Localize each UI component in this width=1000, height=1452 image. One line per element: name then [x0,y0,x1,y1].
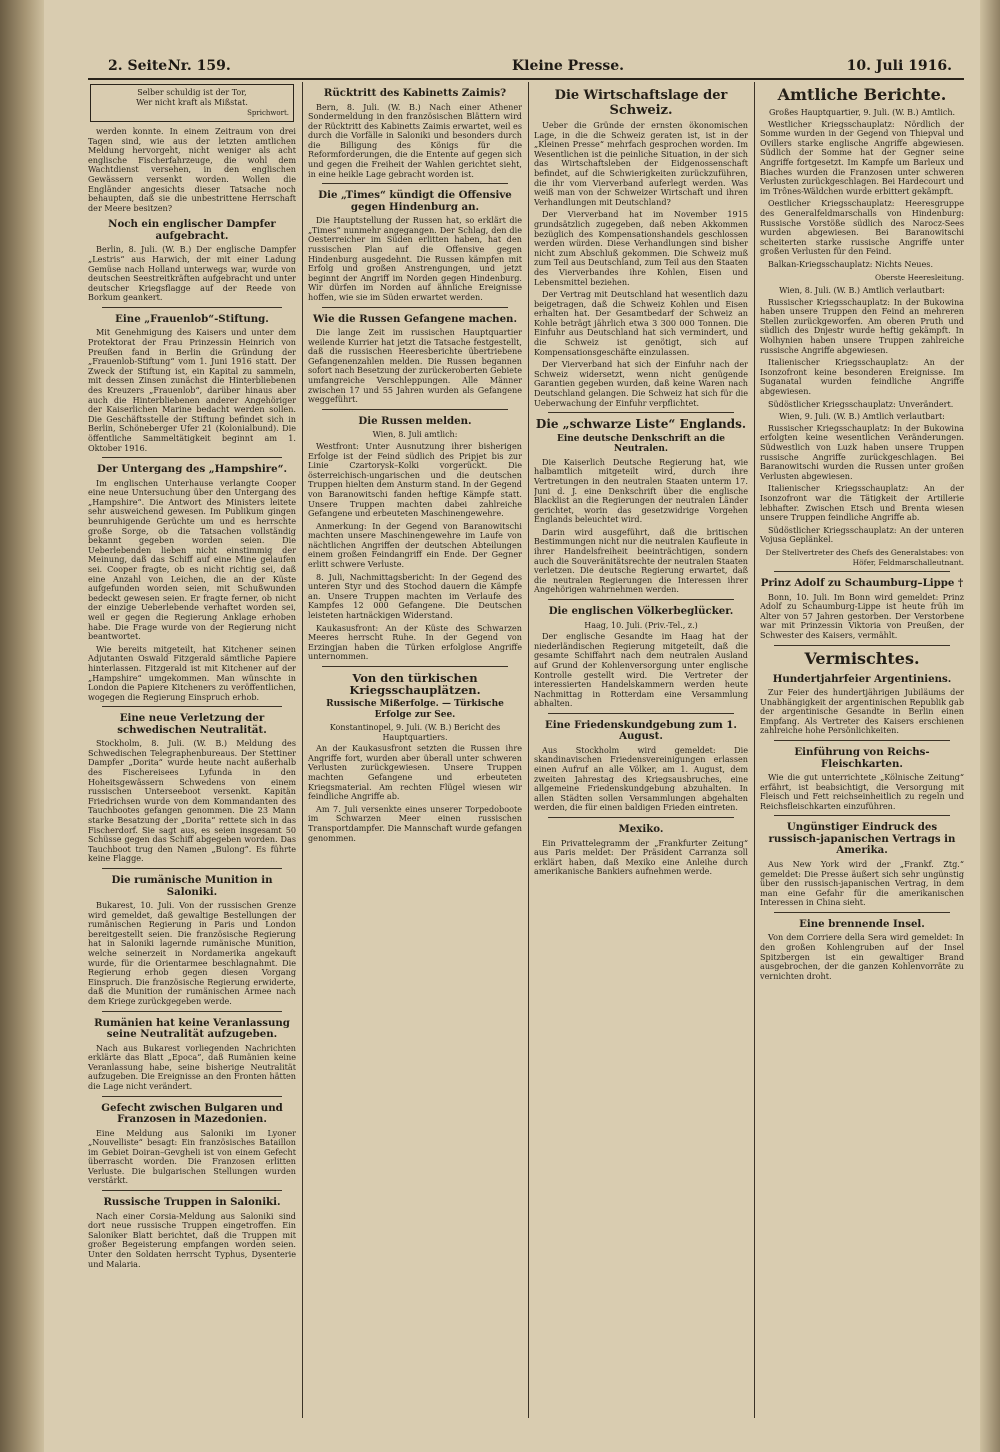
divider [548,599,734,600]
article-paragraph: Oestlicher Kriegsschauplatz: Heeresgruppe des Generalfeldmarschalls von Hindenburg: Russische Vorstöße südlich des Narocz-Sees wurden abgewiesen. Bei Baranowitschi scheiterten starke russische Angriffe unter großen Verlusten für den Feind. [760,198,964,257]
paper-name: Kleine Presse. [512,58,625,74]
article-headline: Die „schwarze Liste“ Englands. [535,417,747,432]
divider [322,666,508,667]
divider [774,912,950,913]
divider [322,409,508,410]
dateline: Wien, 9. Juli. (W. B.) Amtlich verlautbart: [779,412,945,422]
page-edge [980,0,1000,1452]
article-paragraph: Wie bereits mitgeteilt, hat Kitchener seinen Adjutanten Oswald Fitzgerald sämtliche Papiere hinterlassen. Fitzgerald ist mit Kitchener auf der „Hampshire“ umgekommen. Man wünschte in London die Papiere Kitcheners zu veröffentlichen, wogegen die Regierung Einspruch erhob. [88,643,296,702]
divider [102,868,282,869]
divider [774,740,950,741]
article-headline: Wie die Russen Gefangene machen. [313,312,517,325]
article-paragraph: Italienischer Kriegsschauplatz: An der Isonzofront keine besonderen Ereignisse. Im Suganatal wurden feindliche Angriffe abgewiesen. [760,357,964,397]
page-number: 2. Seite. [108,58,173,74]
issue-number: Nr. 159. [168,58,231,74]
article-paragraph: Zur Feier des hundertjährigen Jubiläums der Unabhängigkeit der argentinischen Republik gab der argentinische Gesandte in Berlin einen Empfang. Als Vertreter des Kaisers erschienen zahlreiche hohe Persönlichkeiten. [760,687,964,736]
article-headline: Gefecht zwischen Bulgaren und Franzosen in Mazedonien. [101,1101,283,1125]
article-paragraph: Der englische Gesandte im Haag hat der niederländischen Regierung mitgeteilt, daß die gesamte Schiffahrt nach dem neutralen Ausland auf Grund der Kohlenversorgung unter englische Kontrolle gestellt wird. Die Vertreter der interessierten Handelskammern werden heute Nachmittag in Rotterdam eine Versammlung abhalten. [534,631,748,709]
article-headline: Die englischen Völkerbeglücker. [548,605,734,618]
section-headline: Vermischtes. [804,648,920,668]
article-headline: Noch ein englischer Dampfer aufgebracht. [108,218,276,242]
article-paragraph: Der Vertrag mit Deutschland hat wesentlich dazu beigetragen, daß die Schweiz Kohlen und Eisen erhalten hat. Der Gesamtbedarf der Schweiz an Kohle beträgt jährlich etwa 3 300 000 Tonnen. Die Einfuhr aus Deutschland hat sich vermindert, und die Schweiz ist genötigt, sich auf Kompensationsgeschäfte einzulassen. [534,289,748,357]
article-paragraph: Stockholm, 8. Juli. (W. B.) Meldung des Schwedischen Telegraphenbureaus. Der Stettiner Dampfer „Dorita“ wurde heute nacht außerhalb des Fischereisees Lyfunda in den Hoheitsgewässern Schwedens von einem russischen Unterseeboot versenkt. Kapitän Friedrichsen wurde von dem Kommandanten des Tauchbootes gefangen genommen. Die 23 Mann starke Besatzung der „Dorita“ rettete sich in das Fischerdorf. Sie sagt aus, es seien insgesamt 50 Schüsse gegen das Schiff abgegeben worden. Das Tauchboot trug den Namen „Bulong“. Es führte keine Flagge. [88,738,296,864]
divider [774,571,950,572]
article-paragraph: Nach einer Corsia-Meldung aus Saloniki sind dort neue russische Truppen eingetroffen. Ein Saloniker Blatt berichtet, daß die Truppen mit großer Begeisterung empfangen worden seien. Unter den Soldaten herrscht Typhus, Dysenterie und Malaria. [88,1210,296,1269]
article-headline: Die rumänische Munition in Saloniki. [111,874,273,898]
article-subheadline: Eine deutsche Denkschrift an die Neutralen. [556,433,726,455]
article-paragraph: Eine Meldung aus Saloniki im Lyoner „Nouvelliste“ besagt: Ein französisches Bataillon im Gebiet Doiran–Gevgheli ist von einem Gefecht überrascht worden. Die Franzosen erlitten Verluste. Die bulgarischen Stellungen wurden verstärkt. [88,1127,296,1186]
column-divider [302,82,303,1418]
article-paragraph: Nach aus Bukarest vorliegenden Nachrichten erklärte das Blatt „Epoca“, daß Rumänien keine Veranlassung habe, seine bisherige Neutralität aufzugeben. Die Ereignisse an den Fronten hätten die Lage nicht verändert. [88,1042,296,1091]
article-paragraph: Russischer Kriegsschauplatz: In der Bukowina erfolgten keine wesentlichen Veränderungen. Südwestlich von Luzk haben unsere Truppen russische Angriffe zurückgeschlagen. Bei Baranowitschi wurden die Russen unter großen Verlusten abgewiesen. [760,422,964,481]
column-4 [760,82,964,1422]
article-paragraph: Ein Privattelegramm der „Frankfurter Zeitung“ aus Paris meldet: Der Präsident Carranza soll erklärt haben, daß Mexiko eine Anleihe durch amerikanische Bankiers aufnehmen werde. [534,837,748,877]
article-headline: Russische Truppen in Saloniki. [103,1196,281,1209]
dateline: Großes Hauptquartier, 9. Juli. (W. B.) Amtlich. [768,108,956,117]
article-headline: Eine „Frauenlob“-Stiftung. [115,312,269,325]
article-paragraph: Darin wird ausgeführt, daß die britischen Bestimmungen nicht nur die neutralen Kaufleute in ihrer Handelsfreiheit beeinträchtigen, sondern auch die Souveränitätsrechte der neutralen Staaten verletzen. Die deutsche Regierung erwartet, daß die neutralen Regierungen die Interessen ihrer Angehörigen wahrnehmen werden. [534,526,748,595]
article-headline: Prinz Adolf zu Schaumburg–Lippe † [760,577,964,590]
article-headline: Hundertjahrfeier Argentiniens. [772,672,952,685]
article-subheadline: Russische Mißerfolge. — Türkische Erfolge zur See. [326,699,504,720]
article-paragraph: An der Kaukasusfront setzten die Russen ihre Angriffe fort, wurden aber überall unter schweren Verlusten zurückgewiesen. Unsere Truppen machten Gefangene und erbeuteten Kriegsmaterial. Am rechten Flügel wiesen wir feindliche Angriffe ab. [308,743,522,802]
article-paragraph: Bukarest, 10. Juli. Von der russischen Grenze wird gemeldet, daß gewaltige Bestellungen der rumänischen Regierung in Paris und London bereitgestellt seien. Die französische Regierung hat in Saloniki lagernde rumänische Munition, welche seinerzeit in Nordamerika angekauft wurde, für die Orientarmee beschlagnahmt. Die Regierung erhob gegen diesen Vorgang Einspruch. Die französische Regierung erwiderte, daß die Munition der rumänischen Armee nach dem Kriege zurückgegeben werde. [88,900,296,1006]
article-headline: Der Untergang des „Hampshire“. [96,463,288,476]
article-paragraph: Die lange Zeit im russischen Hauptquartier weilende Kurrier hat jetzt die Tatsache festgestellt, daß die russischen Heeresberichte übertriebene Gefangenenzahlen melden. Die Russen begannen sofort nach Besetzung der zurückeroberten Gebiete umfangreiche Verschleppungen. Alle Männer zwischen 17 und 55 Jahren wurden als Gefangene weggeführt. [308,327,522,405]
article-headline: Die Russen melden. [358,414,472,427]
dateline: Konstantinopel, 9. Juli. (W. B.) Bericht des Hauptquartiers. [329,723,501,742]
article-headline: Einführung von Reichs-Fleischkarten. [794,746,930,770]
article-paragraph: Berlin, 8. Juli. (W. B.) Der englische Dampfer „Lestris“ aus Harwich, der mit einer Ladung Gemüse nach Holland unterwegs war, wurde von deutschen Seestreitkräften aufgebracht und unter deutscher Kriegsflagge auf der Reede von Borkum geankert. [88,244,296,303]
article-paragraph: Südöstlicher Kriegsschauplatz: Unverändert. [768,398,954,409]
signature: Der Stellvertreter des Chefs des Generalstabes: von Höfer, Feldmarschalleutnant. [765,547,964,567]
article-paragraph: Der Vierverband hat sich der Einfuhr nach der Schweiz widersetzt, wenn nicht genügende Garantien gegeben wurden, daß keine Waren nach Deutschland gelangen. Die Schweiz hat sich für die Ueberwachung der Einfuhr verpflichtet. [534,359,748,408]
divider [102,706,282,707]
article-paragraph: 8. Juli, Nachmittagsbericht: In der Gegend des unteren Styr und des Stochod dauern die Kämpfe an. Unsere Truppen machten im Verlaufe des Kampfes 12 000 Gefangene. Die Deutschen leisteten hartnäckigen Widerstand. [308,571,522,621]
divider [322,183,508,184]
article-paragraph: Kaukasusfront: An der Küste des Schwarzen Meeres herrscht Ruhe. In der Gegend von Erzingjan haben die Türken erfolglose Angriffe unternommen. [308,622,522,662]
divider [548,713,734,714]
divider [548,817,734,818]
article-paragraph: Im englischen Unterhause verlangte Cooper eine neue Untersuchung über den Untergang des „Hampshire“. Die Antwort des Ministers leitete sehr ausweichend gewesen. Im Publikum gingen beunruhigende Gerüchte um und es herrschte große Sorge, ob die Tatsachen vollständig bekannt gegeben worden seien. Die Ueberlebenden lieben nicht einstimmig der Meinung, daß das Schiff auf eine Mine gelaufen sei. Cooper fragte, ob es nicht richtig sei, daß eine Anzahl von Leichen, die an der Küste aufgefunden worden seien, mit Schußwunden bedeckt gewesen seien. Er fragte ferner, ob nicht der einzige Ueberlebende verhaftet worden sei, weil er gegen die Regierung Anklage erhoben habe. Die Frage wurde von der Regierung nicht beantwortet. [88,477,296,642]
divider [102,1096,282,1097]
article-paragraph: Westlicher Kriegsschauplatz: Nördlich der Somme wurden in der Gegend von Thiepval und Ovillers starke englische Angriffe abgewiesen. Südlich der Somme hat der Gegner seine Angriffe fortgesetzt. Im Kampfe um Barleux und Biaches wurden die Franzosen unter schweren Verlusten zurückgeschlagen. Bei Hardecourt und im Trônes-Wäldchen wurde erbittert gekämpft. [760,118,964,196]
page-header [92,58,960,80]
divider [102,307,282,308]
article-paragraph: Südöstlicher Kriegsschauplatz: An der unteren Vojusa Geplänkel. [760,524,964,545]
column-divider [528,82,529,1418]
dateline: Wien, 8. Juli. (W. B.) Amtlich verlautbart: [779,286,945,296]
article-paragraph: Von dem Corriere della Sera wird gemeldet: In den großen Kohlengruben auf der Insel Spitzbergen ist ein gewaltiger Brand ausgebrochen, der die ganzen Kohlenvorräte zu vernichten droht. [760,932,964,981]
article-headline: Rumänien hat keine Veranlassung seine Neutralität aufzugeben. [94,1016,290,1041]
proverb-source: Sprichwort. [247,109,289,117]
divider [102,457,282,458]
book-binding [0,0,44,1452]
article-paragraph: Mit Genehmigung des Kaisers und unter dem Protektorat der Frau Prinzessin Heinrich von Preußen fand in Berlin die Gründung der „Frauenlob-Stiftung“ vom 1. Juni 1916 statt. Der Zweck der Stiftung ist, ein Kapital zu sammeln, mit dessen Zinsen zunächst die Hinterbliebenen des Kreuzers „Frauenlob“, darüber hinaus aber auch die Hinterbliebenen anderer Angehöriger der Kaiserlichen Marine bedacht werden sollen. Die Geschäftsstelle der Stiftung befindet sich in Berlin, Schöneberger Ufer 21 (Kolonialbund). Die öffentliche Sammeltätigkeit beginnt am 1. Oktober 1916. [88,327,296,453]
article-paragraph: Russischer Kriegsschauplatz: In der Bukowina haben unsere Truppen den Feind an mehreren Stellen zurückgeworfen. Am oberen Pruth und südlich des Dnjestr wurde heftig gekämpft. In Wolhynien haben unsere Truppen zahlreiche russische Angriffe abgewiesen. [760,296,964,355]
divider [774,645,950,646]
proverb-line: Selber schuldig ist der Tor, [137,88,247,97]
article-paragraph: werden konnte. In einem Zeitraum von drei Tagen sind, wie aus der letzten amtlichen Meldung hervorgeht, nicht weniger als acht englische Fischerfahrzeuge, die wohl dem Wachtdienst versehen, in den englischen Gewässern versenkt worden. Wollen die Engländer angesichts dieser Tatsache noch behaupten, daß sie die unbestrittene Herrschaft der Meere besitzen? [88,126,296,213]
article-paragraph: Die Kaiserlich Deutsche Regierung hat, wie halbamtlich mitgeteilt wird, durch ihre Vertretungen in den neutralen Staaten unterm 17. Juni d. J. eine Denkschrift über die englische Blacklist an die Regierungen der neutralen Länder gerichtet, worin das gesetzwidrige Vorgehen Englands beleuchtet wird. [534,456,748,525]
article-headline: Eine Friedenskundgebung zum 1. August. [545,718,737,743]
article-paragraph: Bonn, 10. Juli. Im Bonn wird gemeldet: Prinz Adolf zu Schaumburg-Lippe ist heute früh im Alter von 57 Jahren gestorben. Der Verstorbene war mit Prinzessin Viktoria von Preußen, der Schwester des Kaisers, vermählt. [760,591,964,640]
article-paragraph: Der Vierverband hat im November 1915 grundsätzlich zugegeben, daß neben Akkommen bezüglich des Kompensationshandels geschlossen werden würden. Diese Verhandlungen sind bisher nicht zum Abschluß gekommen. Die Schweiz muß zum Teil aus Deutschland, zum Teil aus den Staaten des Vierverbandes ihre Kohlen, Eisen und Lebensmittel beziehen. [534,209,748,287]
article-paragraph: Aus New York wird der „Frankf. Ztg.“ gemeldet: Die Presse äußert sich sehr ungünstig über den russisch-japanischen Vertrag, in dem man eine Gefahr für die amerikanischen Interessen in China sieht. [760,858,964,908]
dateline: Wien, 8. Juli amtlich: [372,430,458,440]
divider [102,1190,282,1191]
article-paragraph: Bern, 8. Juli. (W. B.) Nach einer Athener Sondermeldung in den französischen Blättern wird der Rücktritt des Kabinetts Zaimis erwartet, weil es durch die Vorfälle in Saloniki und besonders durch die Billigung des Königs für die Reformforderungen, die die Entente auf gegen sich und gegen die Freiheit der Wahlen gerichtet sieht, in eine heikle Lage gebracht worden ist. [308,101,522,179]
article-paragraph: Anmerkung: In der Gegend von Baranowitschi machten unsere Maschinengewehre im Laufe von nächtlichen Angriffen der deutschen Abteilungen einem großen Feindangriff ein Ende. Der Gegner erlitt schwere Verluste. [308,520,522,570]
column-3 [534,82,748,1422]
divider [322,307,508,308]
column-1 [88,82,296,1422]
issue-date: 10. Juli 1916. [846,58,952,74]
article-paragraph: Wie die gut unterrichtete „Kölnische Zeitung“ erfährt, ist beabsichtigt, die Versorgung mit Fleisch und Fett reichseinheitlich zu regeln und Reichsfleischkarten einzuführen. [760,772,964,811]
article-paragraph: Balkan-Kriegsschauplatz: Nichts Neues. [768,258,934,269]
divider [548,412,734,413]
signature: Oberste Heeresleitung. [874,272,964,282]
article-headline: Eine brennende Insel. [799,917,925,930]
proverb-box [90,84,294,122]
article-paragraph: Italienischer Kriegsschauplatz: An der Isonzofront war die Tätigkeit der Artillerie lebhafter. Zwischen Etsch und Brenta wiesen unsere Truppen feindliche Angriffe ab. [760,483,964,523]
article-paragraph: Die Hauptstellung der Russen hat, so erklärt die „Times“ nunmehr angegangen. Der Schlag, den die Oesterreicher im Süden erlitten haben, hat den russischen Plan auf die Offensive gegen Hindenburg ausgedehnt. Die Russen kämpfen mit Erfolg und großen Anstrengungen, und jetzt beginnt der Angriff im Norden gegen Hindenburg. Wir dürfen im Norden auf ähnliche Ereignisse hoffen, wie sie im Süden erwartet werden. [308,215,522,302]
column-divider [754,82,755,1418]
dateline: Haag, 10. Juli. (Priv.-Tel., z.) [584,620,698,630]
article-headline: Mexiko. [618,823,664,836]
section-headline: Amtliche Berichte. [777,85,947,104]
article-headline: Die Wirtschaftslage der Schweiz. [554,88,728,118]
divider [102,1011,282,1012]
proverb-line: Wer nicht kraft als Mißstat. [136,98,248,107]
divider [774,815,950,816]
column-2 [308,82,522,1422]
article-paragraph: Aus Stockholm wird gemeldet: Die skandinavischen Friedensvereinigungen erlassen einen Aufruf an alle Völker, am 1. August, dem zweiten Jahrestag des Kriegsausbruches, eine allgemeine Friedenskundgebung abzuhalten. In allen Städten sollen Versammlungen abgehalten werden, die für einen baldigen Frieden eintreten. [534,744,748,813]
header-rule [88,78,964,80]
article-paragraph: Ueber die Gründe der ernsten ökonomischen Lage, in die die Schweiz geraten ist, ist in der „Kleinen Presse“ mehrfach gesprochen worden. Im Wesentlichen ist die peinliche Situation, in der sich das Wirtschaftsleben der Eidgenossenschaft befindet, auf die Schwierigkeiten zurückzuführen, die ihr vom Vierverband auferlegt werden. Was weiß man von der Schweizer Wirtschaft und ihren Verhandlungen mit Deutschland? [534,120,748,207]
article-headline: Eine neue Verletzung der schwedischen Neutralität. [117,712,267,736]
article-paragraph: Am 7. Juli versenkte eines unserer Torpedoboote im Schwarzen Meer einen russischen Transportdampfer. Die Mannschaft wurde gefangen genommen. [308,803,522,843]
article-headline: Ungünstiger Eindruck des russisch-japanischen Vertrags in Amerika. [768,821,956,857]
article-headline: Die „Times“ kündigt die Offensive gegen Hindenburg an. [318,189,512,213]
article-paragraph: Westfront: Unter Ausnutzung ihrer bisherigen Erfolge ist der Feind südlich des Pripjet bis zur Linie Czartorysk–Kolki vorgerückt. Die österreichisch-ungarischen und die deutschen Truppen hielten dem Ansturm stand. In der Gegend von Baranowitschi fanden heftige Kämpfe statt. Unsere Truppen machten dabei zahlreiche Gefangene und erbeuteten Maschinengewehre. [308,440,522,519]
article-headline: Von den türkischen Kriegsschauplätzen. [349,671,481,697]
article-headline: Rücktritt des Kabinetts Zaimis? [323,87,507,99]
